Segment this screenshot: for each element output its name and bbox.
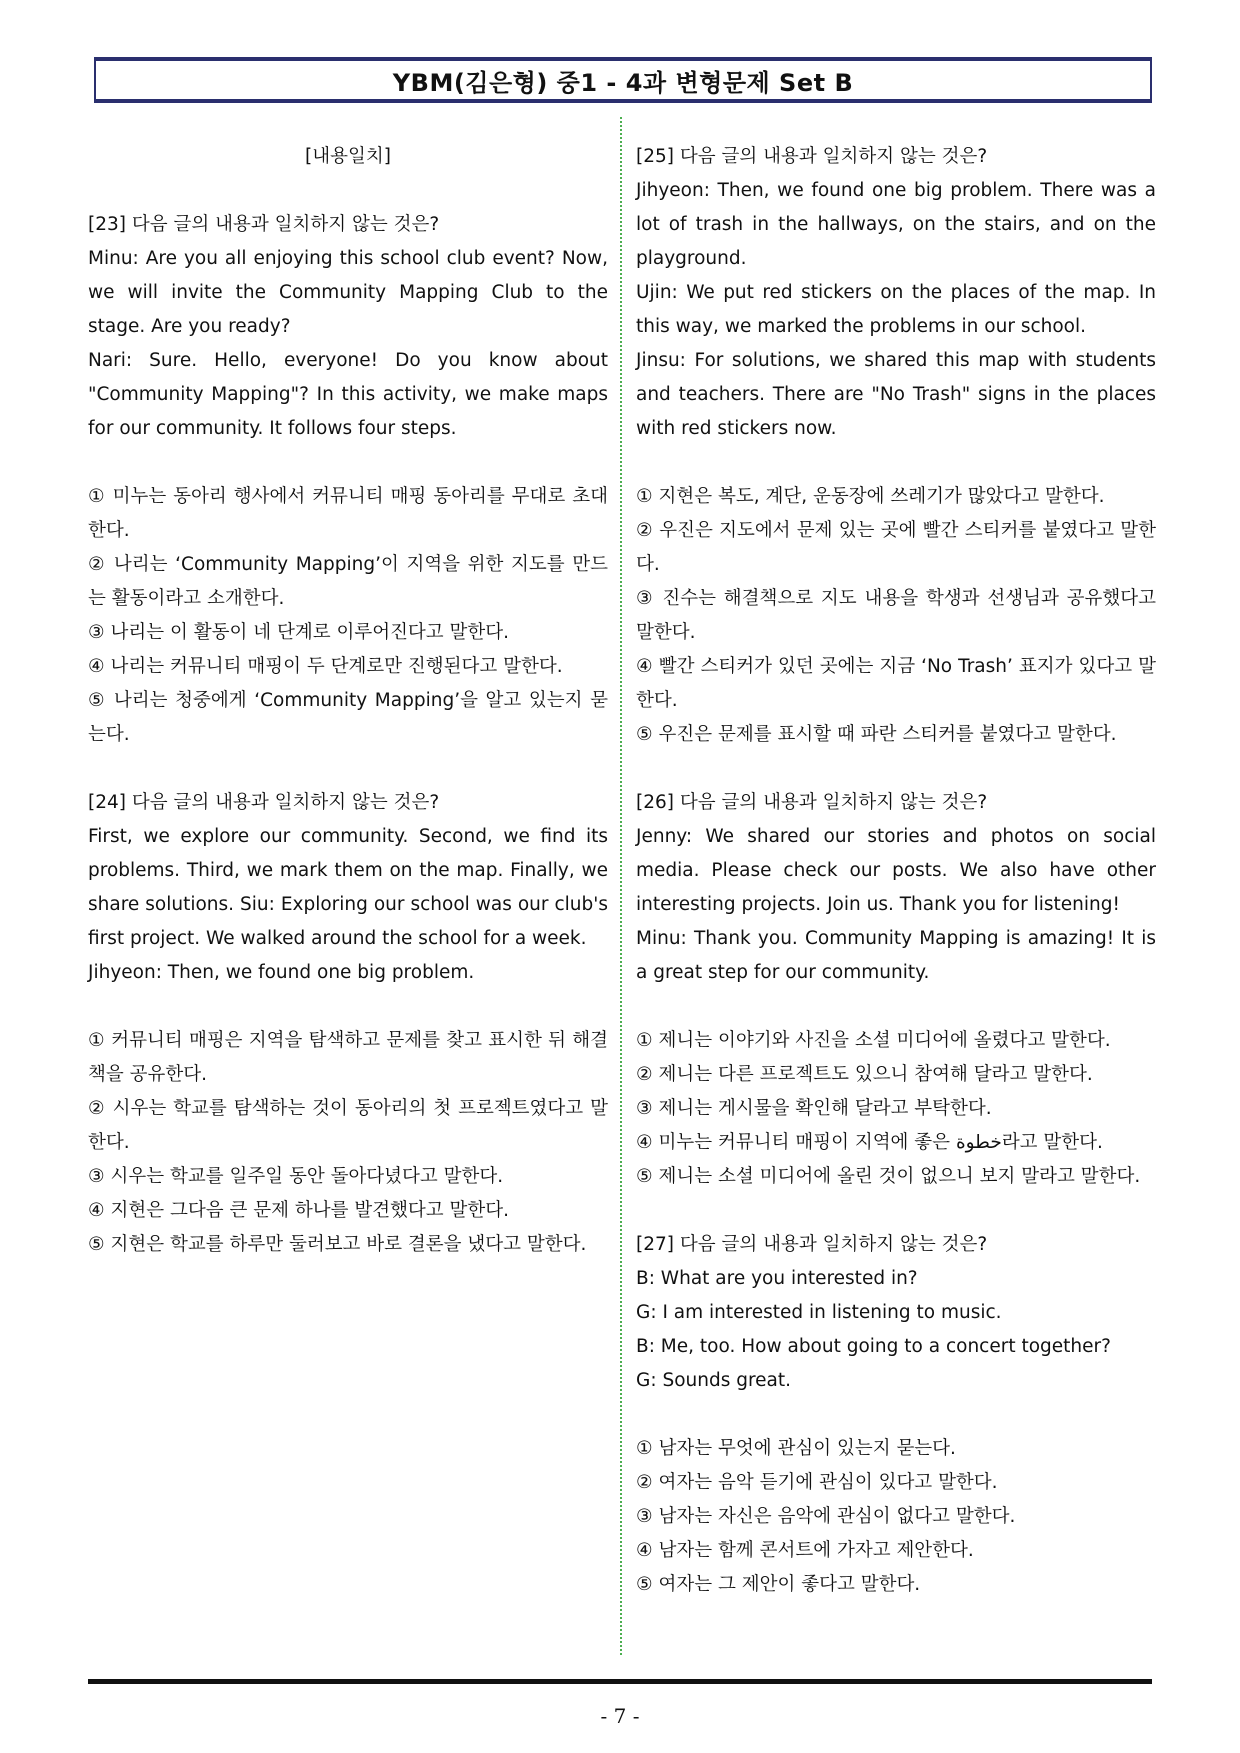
choice-item: ④ 빨간 스티커가 있던 곳에는 지금 ‘No Trash’ 표지가 있다고 말한다.: [636, 656, 1156, 711]
left-column: [88, 140, 608, 1262]
passage-line: Jinsu: For solutions, we shared this map with students and teachers. There are "No Trash" signs in the places with red stickers now.: [636, 350, 1156, 439]
passage-line: G: Sounds great.: [636, 1370, 792, 1391]
choice-item: ② 우진은 지도에서 문제 있는 곳에 빨간 스티커를 붙였다고 말한다.: [636, 520, 1156, 575]
choice-item: ④ 나리는 커뮤니티 매핑이 두 단계로만 진행된다고 말한다.: [88, 656, 563, 677]
passage-line: Ujin: We put red stickers on the places of the map. In this way, we marked the problems in our school.: [636, 282, 1156, 337]
page-title: YBM(김은형) 중1 - 4과 변형문제 Set B: [392, 68, 854, 97]
column-divider: [620, 117, 622, 1655]
question-27: [636, 1228, 1156, 1602]
choice-item: ⑤ 지현은 학교를 하루만 둘러보고 바로 결론을 냈다고 말한다.: [88, 1234, 587, 1255]
question-prompt: [27] 다음 글의 내용과 일치하지 않는 것은?: [636, 1234, 988, 1255]
choice-item: ④ 남자는 함께 콘서트에 가자고 제안한다.: [636, 1540, 974, 1561]
choice-item: ① 미누는 동아리 행사에서 커뮤니티 매핑 동아리를 무대로 초대한다.: [88, 486, 608, 541]
passage-line: B: Me, too. How about going to a concert together?: [636, 1336, 1111, 1357]
passage-line: First, we explore our community. Second, we find its problems. Third, we mark them on the map. Finally, we share solutions. Siu: Exploring our school was our club's first project. We walked around the school for a week.: [88, 826, 608, 949]
choice-item: ③ 진수는 해결책으로 지도 내용을 학생과 선생님과 공유했다고 말한다.: [636, 588, 1156, 643]
choice-item: ② 나리는 ‘Community Mapping’이 지역을 위한 지도를 만드는 활동이라고 소개한다.: [88, 554, 608, 609]
choice-item: ③ 시우는 학교를 일주일 동안 돌아다녔다고 말한다.: [88, 1166, 504, 1187]
question-25: [636, 140, 1156, 752]
choice-item: ⑤ 우진은 문제를 표시할 때 파란 스티커를 붙였다고 말한다.: [636, 724, 1117, 745]
choice-item: ④ 지현은 그다음 큰 문제 하나를 발견했다고 말한다.: [88, 1200, 510, 1221]
choice-item: ① 지현은 복도, 계단, 운동장에 쓰레기가 많았다고 말한다.: [636, 486, 1105, 507]
choice-item: ④ 미누는 커뮤니티 매핑이 지역에 좋은 خطوة라고 말한다.: [636, 1132, 1103, 1153]
footer-rule: [88, 1679, 1152, 1684]
question-23: [88, 208, 608, 752]
passage-line: Minu: Are you all enjoying this school club event? Now, we will invite the Community Mapping Club to the stage. Are you ready?: [88, 248, 608, 337]
question-prompt: [24] 다음 글의 내용과 일치하지 않는 것은?: [88, 792, 440, 813]
choice-item: ⑤ 나리는 청중에게 ‘Community Mapping’을 알고 있는지 묻는다.: [88, 690, 608, 745]
choice-item: ① 남자는 무엇에 관심이 있는지 묻는다.: [636, 1438, 956, 1459]
page-number: - 7 -: [600, 1704, 640, 1728]
header-bar: [94, 57, 1152, 103]
choice-item: ③ 나리는 이 활동이 네 단계로 이루어진다고 말한다.: [88, 622, 510, 643]
passage-line: Jenny: We shared our stories and photos on social media. Please check our posts. We also have other interesting projects. Join us. Thank you for listening!: [636, 826, 1156, 915]
choice-item: ② 여자는 음악 듣기에 관심이 있다고 말한다.: [636, 1472, 998, 1493]
passage-line: Nari: Sure. Hello, everyone! Do you know about "Community Mapping"? In this activity, we make maps for our community. It follows four steps.: [88, 350, 608, 439]
question-prompt: [26] 다음 글의 내용과 일치하지 않는 것은?: [636, 792, 988, 813]
choice-item: ⑤ 제니는 소셜 미디어에 올린 것이 없으니 보지 말라고 말한다.: [636, 1166, 1141, 1187]
choice-item: ① 커뮤니티 매핑은 지역을 탐색하고 문제를 찾고 표시한 뒤 해결책을 공유한다.: [88, 1030, 608, 1085]
choice-item: ③ 남자는 자신은 음악에 관심이 없다고 말한다.: [636, 1506, 1016, 1527]
question-26: [636, 786, 1156, 1194]
choice-item: ② 시우는 학교를 탐색하는 것이 동아리의 첫 프로젝트였다고 말한다.: [88, 1098, 608, 1153]
passage-line: B: What are you interested in?: [636, 1268, 918, 1289]
question-prompt: [25] 다음 글의 내용과 일치하지 않는 것은?: [636, 146, 988, 167]
choice-item: ① 제니는 이야기와 사진을 소셜 미디어에 올렸다고 말한다.: [636, 1030, 1111, 1051]
question-24: [88, 786, 608, 1262]
section-title: [내용일치]: [305, 146, 391, 167]
right-column: [636, 140, 1156, 1602]
passage-line: Jihyeon: Then, we found one big problem.: [88, 962, 475, 983]
passage-line: G: I am interested in listening to music.: [636, 1302, 1002, 1323]
choice-item: ② 제니는 다른 프로젝트도 있으니 참여해 달라고 말한다.: [636, 1064, 1093, 1085]
passage-line: Minu: Thank you. Community Mapping is amazing! It is a great step for our community.: [636, 928, 1156, 983]
passage-line: Jihyeon: Then, we found one big problem. There was a lot of trash in the hallways, on the stairs, and on the playground.: [636, 180, 1156, 269]
question-prompt: [23] 다음 글의 내용과 일치하지 않는 것은?: [88, 214, 440, 235]
choice-item: ⑤ 여자는 그 제안이 좋다고 말한다.: [636, 1574, 921, 1595]
choice-item: ③ 제니는 게시물을 확인해 달라고 부탁한다.: [636, 1098, 992, 1119]
